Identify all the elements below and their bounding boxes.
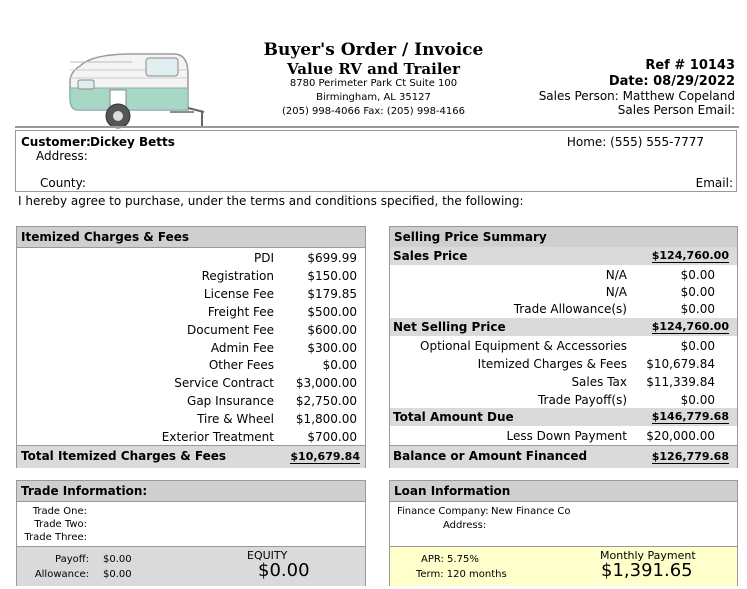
ref-number: Ref # 10143 bbox=[645, 58, 735, 73]
na2-label: N/A bbox=[605, 285, 627, 299]
itemized-item-value: $3,000.00 bbox=[295, 376, 357, 391]
itemized-item-label: Freight Fee bbox=[207, 304, 274, 319]
sales-tax-label: Sales Tax bbox=[571, 375, 627, 389]
summary-section bbox=[389, 226, 738, 468]
trade-one-label: Trade One: bbox=[32, 506, 87, 517]
finance-company-value: New Finance Co bbox=[491, 506, 571, 517]
loan-apr: APR: 5.75% bbox=[421, 554, 479, 565]
itemized-item-value: $500.00 bbox=[307, 304, 357, 319]
summary-itemized-value: $10,679.84 bbox=[646, 357, 715, 371]
sales-price-value: $124,760.00 bbox=[651, 249, 729, 262]
customer-address-label: Address: bbox=[36, 149, 88, 163]
trade-payoff-label: Trade Payoff(s) bbox=[537, 393, 627, 407]
dealer-name: Value RV and Trailer bbox=[286, 60, 460, 78]
invoice-date: Date: 08/29/2022 bbox=[608, 74, 735, 89]
itemized-item-value: $699.99 bbox=[307, 251, 357, 265]
loan-term: Term: 120 months bbox=[416, 569, 507, 580]
itemized-item-label: PDI bbox=[253, 251, 274, 265]
itemized-item-label: Tire & Wheel bbox=[197, 412, 274, 427]
total-due-label: Total Amount Due bbox=[393, 410, 514, 424]
trade-payoff-value: $0.00 bbox=[680, 393, 715, 407]
optional-equipment-value: $0.00 bbox=[680, 339, 715, 353]
na1-value: $0.00 bbox=[680, 268, 715, 282]
down-payment-value: $20,000.00 bbox=[646, 429, 715, 443]
na1-label: N/A bbox=[605, 268, 627, 282]
na2-value: $0.00 bbox=[680, 285, 715, 299]
balance-label: Balance or Amount Financed bbox=[393, 449, 588, 463]
dealer-address-line1: 8780 Perimeter Park Ct Suite 100 bbox=[289, 78, 458, 89]
sales-person-email: Sales Person Email: bbox=[617, 103, 735, 117]
equity-label: EQUITY bbox=[247, 549, 288, 562]
document-title: Buyer's Order / Invoice bbox=[263, 40, 484, 60]
itemized-item-value: $0.00 bbox=[322, 358, 357, 373]
down-payment-label: Less Down Payment bbox=[506, 429, 627, 443]
itemized-item-label: Gap Insurance bbox=[187, 394, 274, 409]
trade-allowance-value: $0.00 bbox=[680, 302, 715, 316]
customer-box bbox=[15, 130, 737, 192]
trade-footer bbox=[17, 546, 365, 586]
equity-value: $0.00 bbox=[258, 560, 310, 581]
customer-email-label: Email: bbox=[695, 176, 733, 190]
itemized-total-value: $10,679.84 bbox=[290, 450, 360, 463]
net-selling-label: Net Selling Price bbox=[393, 320, 506, 334]
itemized-item-value: $2,750.00 bbox=[295, 394, 357, 409]
trade-section bbox=[16, 480, 366, 586]
itemized-item-value: $700.00 bbox=[307, 430, 357, 444]
itemized-header: Itemized Charges & Fees bbox=[17, 227, 365, 248]
itemized-item-label: Document Fee bbox=[187, 322, 274, 337]
trade-payoff-footer-label: Payoff: bbox=[54, 554, 89, 565]
sales-price-label: Sales Price bbox=[393, 249, 468, 263]
net-selling-row bbox=[390, 318, 737, 336]
loan-address-label: Address: bbox=[443, 520, 487, 531]
itemized-section bbox=[16, 226, 366, 468]
net-selling-value: $124,760.00 bbox=[651, 320, 729, 333]
itemized-item-value: $179.85 bbox=[307, 286, 357, 301]
customer-label: Customer: bbox=[21, 135, 91, 149]
itemized-item-label: License Fee bbox=[203, 286, 274, 301]
trade-allowance-footer-value: $0.00 bbox=[103, 569, 132, 580]
trade-payoff-footer-value: $0.00 bbox=[103, 554, 132, 565]
trade-three-label: Trade Three: bbox=[24, 532, 87, 543]
loan-header: Loan Information bbox=[390, 481, 737, 502]
sales-tax-value: $11,339.84 bbox=[646, 375, 715, 389]
finance-company-label: Finance Company: bbox=[397, 506, 489, 517]
itemized-item-label: Other Fees bbox=[208, 358, 274, 373]
agreement-text: I hereby agree to purchase, under the terms and conditions specified, the following: bbox=[18, 194, 524, 208]
itemized-item-value: $150.00 bbox=[307, 268, 357, 283]
itemized-total-row bbox=[17, 445, 365, 468]
itemized-item-value: $600.00 bbox=[307, 322, 357, 337]
balance-row bbox=[390, 445, 737, 468]
header-divider bbox=[15, 126, 739, 128]
customer-home-phone: Home: (555) 555-7777 bbox=[566, 135, 704, 149]
trade-allowance-footer-label: Allowance: bbox=[34, 569, 89, 580]
trade-allowance-label: Trade Allowance(s) bbox=[513, 302, 627, 316]
dealer-address-line2: Birmingham, AL 35127 bbox=[316, 92, 431, 103]
customer-name: Dickey Betts bbox=[90, 135, 175, 149]
itemized-total-label: Total Itemized Charges & Fees bbox=[21, 449, 226, 463]
monthly-payment-value: $1,391.65 bbox=[601, 560, 693, 581]
summary-itemized-label: Itemized Charges & Fees bbox=[477, 357, 627, 371]
balance-value: $126,779.68 bbox=[651, 450, 729, 463]
dealer-phone-fax: (205) 998-4066 Fax: (205) 998-4166 bbox=[281, 106, 466, 117]
total-due-row bbox=[390, 408, 737, 426]
itemized-item-label: Service Contract bbox=[174, 376, 274, 391]
itemized-item-label: Admin Fee bbox=[210, 340, 274, 355]
itemized-item-value: $300.00 bbox=[307, 340, 357, 355]
trade-header: Trade Information: bbox=[17, 481, 365, 502]
trade-two-label: Trade Two: bbox=[34, 519, 87, 530]
sales-price-row bbox=[390, 247, 737, 265]
itemized-item-label: Registration bbox=[201, 268, 274, 283]
summary-header: Selling Price Summary bbox=[390, 227, 737, 248]
optional-equipment-label: Optional Equipment & Accessories bbox=[420, 339, 627, 353]
monthly-payment-label: Monthly Payment bbox=[600, 549, 696, 562]
itemized-item-label: Exterior Treatment bbox=[161, 430, 274, 444]
loan-footer bbox=[390, 546, 737, 586]
customer-county-label: County: bbox=[40, 176, 86, 190]
total-due-value: $146,779.68 bbox=[651, 410, 729, 423]
itemized-item-value: $1,800.00 bbox=[295, 412, 357, 427]
loan-section bbox=[389, 480, 738, 586]
sales-person: Sales Person: Matthew Copeland bbox=[538, 89, 735, 103]
